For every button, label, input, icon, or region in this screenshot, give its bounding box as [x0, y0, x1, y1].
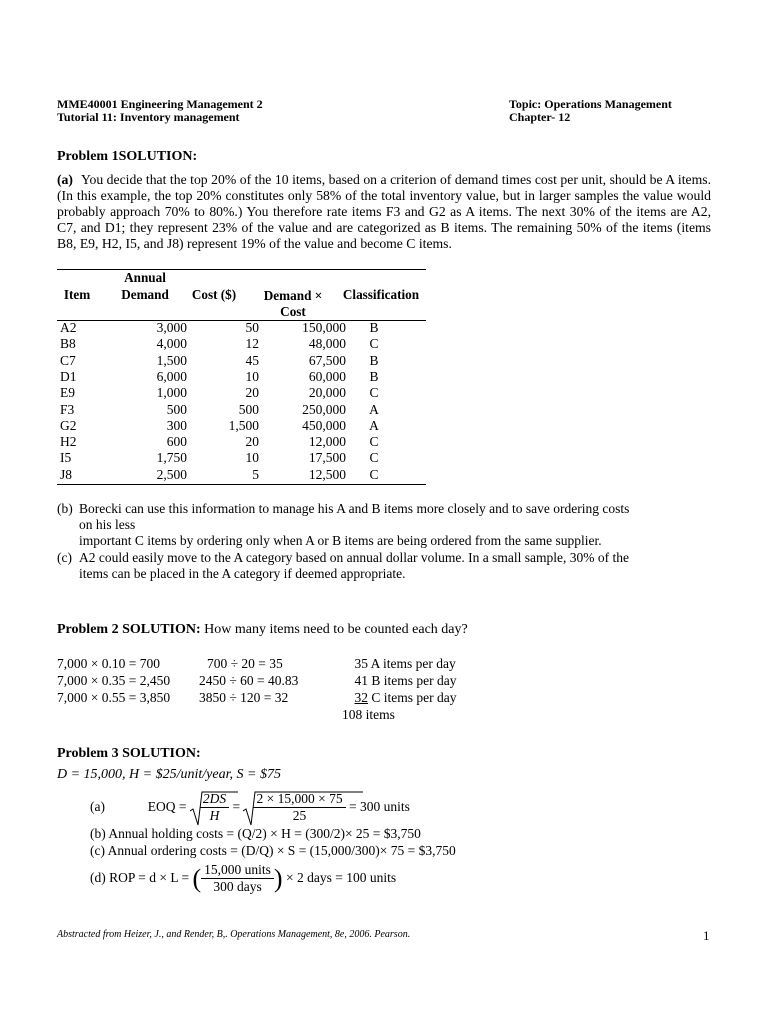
- problem2-col1: [57, 655, 170, 706]
- sqrt-symbol: [190, 791, 229, 824]
- cell-demand: 300: [166, 417, 187, 433]
- page-number: 1: [703, 928, 710, 943]
- cell-demand: 6,000: [156, 368, 187, 384]
- problem1-c: [57, 550, 717, 582]
- ordering-cost-line: (c) Annual ordering costs = (D/Q) × S = (15,000/300)× 75 = $3,750: [90, 843, 456, 858]
- table-row: [57, 450, 426, 466]
- header-item: Item: [63, 287, 91, 302]
- cell-demand-cost: 48,000: [308, 336, 346, 352]
- eoq-lhs: EOQ =: [147, 799, 187, 814]
- eoq-frac1-den: H: [209, 808, 220, 824]
- table-row: [57, 385, 426, 401]
- rop-result: × 2 days = 100 units: [285, 870, 397, 885]
- table-row: [57, 402, 426, 418]
- cell-classification: A: [369, 417, 379, 433]
- cell-demand: 1,000: [156, 385, 187, 401]
- cell-classification: B: [369, 320, 379, 335]
- equals-sign: =: [232, 799, 241, 814]
- problem1-c-label: (c): [57, 550, 72, 565]
- cell-demand: 500: [166, 401, 187, 417]
- cell-demand-cost: 12,000: [308, 434, 346, 450]
- header-demand: Demand: [121, 287, 169, 302]
- cell-item: B8: [60, 336, 76, 352]
- eoq-frac2-den: 25: [292, 808, 307, 824]
- cell-item: I5: [60, 450, 72, 466]
- cell-cost: 50: [245, 320, 259, 335]
- cell-item: F3: [60, 401, 75, 417]
- table-bottom-rule: [57, 484, 426, 485]
- course-code: MME40001 Engineering Management 2: [57, 97, 263, 111]
- calc-line: 7,000 × 0.10 = 700: [57, 656, 160, 671]
- cell-classification: C: [369, 450, 379, 466]
- cell-demand-cost: 67,500: [308, 352, 346, 368]
- footer-citation: Abstracted from Heizer, J., and Render, B,. Operations Management, 8e, 2006. Pearson.: [57, 929, 411, 940]
- problem2-col3: [342, 655, 456, 723]
- cell-classification: B: [369, 368, 379, 384]
- tutorial-title: Tutorial 11: Inventory management: [57, 110, 240, 124]
- cell-demand-cost: 450,000: [302, 417, 346, 433]
- table-row: [57, 353, 426, 369]
- problem3-title: Problem 3 SOLUTION:: [57, 746, 201, 761]
- eoq-frac1-num: 2DS: [200, 791, 229, 808]
- cell-demand-cost: 17,500: [308, 450, 346, 466]
- cell-cost: 20: [245, 385, 259, 401]
- table-row: [57, 336, 426, 352]
- problem1-a-paragraph: [57, 172, 711, 252]
- cell-cost: 500: [238, 401, 259, 417]
- table-row: [57, 467, 426, 483]
- cell-classification: B: [369, 352, 379, 368]
- header-demand-times: Demand ×: [263, 288, 323, 303]
- rop-lhs: ROP = d × L =: [109, 870, 190, 885]
- problem2-heading: [57, 622, 468, 638]
- cell-demand-cost: 60,000: [308, 368, 346, 384]
- cell-cost: 1,500: [228, 417, 259, 433]
- cell-cost: 12: [245, 336, 259, 352]
- sqrt-symbol: [243, 791, 345, 824]
- eoq-line: [90, 787, 410, 827]
- cell-item: J8: [60, 466, 73, 482]
- calc-line: 7,000 × 0.55 = 3,850: [57, 690, 171, 705]
- rop-line: [90, 860, 396, 896]
- eoq-label: (a): [90, 799, 105, 814]
- cell-item: H2: [60, 434, 77, 450]
- cell-demand-cost: 250,000: [302, 401, 346, 417]
- cell-item: E9: [60, 385, 75, 401]
- problem1-b-label: (b): [57, 501, 73, 516]
- table-row: [57, 369, 426, 385]
- eoq-result: = 300 units: [348, 799, 410, 814]
- cell-demand: 3,000: [156, 320, 187, 335]
- header-cost-sub: Cost: [280, 304, 306, 319]
- cell-demand: 1,500: [156, 352, 187, 368]
- topic: Topic: Operations Management: [509, 97, 672, 111]
- cell-item: G2: [60, 417, 77, 433]
- problem2-title: Problem 2 SOLUTION:: [57, 622, 201, 637]
- problem1-a-label: (a): [57, 172, 73, 187]
- cell-cost: 45: [245, 352, 259, 368]
- table-row: [57, 418, 426, 434]
- problem1-a-text: You decide that the top 20% of the 10 items, based on a criterion of demand times cost per unit, should be A items. (In this example, the top 20% constitutes only 58% of the total inventory value, but in larger samples the value would probably approach 70% to 80%.) You therefore rate items F3 and G2 as A items. The next 30% of the items are A2, C7, and D1; they represent 23% of the value and are categorized as B items. The remaining 50% of the items (items B8, E9, H2, I5, and J8) represent 19% of the value and become C items.: [57, 172, 711, 251]
- calc-line: 32 C items per day: [354, 690, 457, 705]
- cell-demand-cost: 12,500: [308, 466, 346, 482]
- problem1-b-line3: important C items by ordering only when A or B items are being ordered from the same supplier.: [79, 533, 602, 548]
- rop-num: 15,000 units: [201, 862, 274, 879]
- calc-line: 3850 ÷ 120 = 32: [199, 690, 289, 705]
- cell-demand: 2,500: [156, 466, 187, 482]
- problem1-b: [57, 501, 717, 549]
- problem1-b-line2: on his less: [79, 517, 136, 532]
- calc-line: 700 ÷ 20 = 35: [207, 656, 283, 671]
- paren-open: (: [192, 863, 202, 893]
- cell-demand: 600: [166, 434, 187, 450]
- chapter: Chapter- 12: [509, 110, 571, 124]
- calc-line: 35 A items per day: [354, 656, 456, 671]
- problem1-b-line1: Borecki can use this information to manage his A and B items more closely and to save ordering costs: [79, 501, 630, 516]
- cell-item: D1: [60, 368, 77, 384]
- cell-classification: C: [369, 466, 379, 482]
- calc-line: 41 B items per day: [354, 673, 457, 688]
- rop-den: 300 days: [213, 879, 262, 895]
- cell-demand: 1,750: [156, 450, 187, 466]
- cell-classification: C: [369, 434, 379, 450]
- rop-label: (d): [90, 870, 106, 885]
- table-row: [57, 434, 426, 450]
- calc-line: 7,000 × 0.35 = 2,450: [57, 673, 171, 688]
- problem3-givens: D = 15,000, H = $25/unit/year, S = $75: [57, 767, 281, 782]
- problem1-c-line1: A2 could easily move to the A category based on annual dollar volume. In a small sample, 30% of the: [79, 550, 629, 565]
- header-cost: Cost ($): [191, 287, 237, 302]
- header-annual: Annual: [124, 270, 166, 285]
- problem2-col2: [199, 655, 298, 706]
- cell-classification: C: [369, 385, 379, 401]
- cell-classification: A: [369, 401, 379, 417]
- cell-classification: C: [369, 336, 379, 352]
- table-row: [57, 320, 426, 336]
- problem1-c-line2: items can be placed in the A category if deemed appropriate.: [79, 566, 406, 581]
- problem1-title: Problem 1SOLUTION:: [57, 149, 198, 164]
- calc-line: 2450 ÷ 60 = 40.83: [199, 673, 299, 688]
- cell-demand-cost: 20,000: [308, 385, 346, 401]
- cell-item: C7: [60, 352, 76, 368]
- holding-cost-line: (b) Annual holding costs = (Q/2) × H = (300/2)× 25 = $3,750: [90, 826, 421, 841]
- cell-demand-cost: 150,000: [302, 320, 346, 335]
- cell-item: A2: [60, 320, 77, 335]
- cell-cost: 10: [245, 368, 259, 384]
- cell-demand: 4,000: [156, 336, 187, 352]
- calc-total: 108 items: [342, 707, 395, 722]
- eoq-frac2-num: 2 × 15,000 × 75: [253, 791, 345, 808]
- header-classification: Classification: [342, 287, 420, 302]
- cell-cost: 20: [245, 434, 259, 450]
- cell-cost: 10: [245, 450, 259, 466]
- cell-cost: 5: [252, 466, 259, 482]
- paren-close: ): [273, 863, 283, 893]
- problem2-question: How many items need to be counted each day?: [204, 622, 468, 637]
